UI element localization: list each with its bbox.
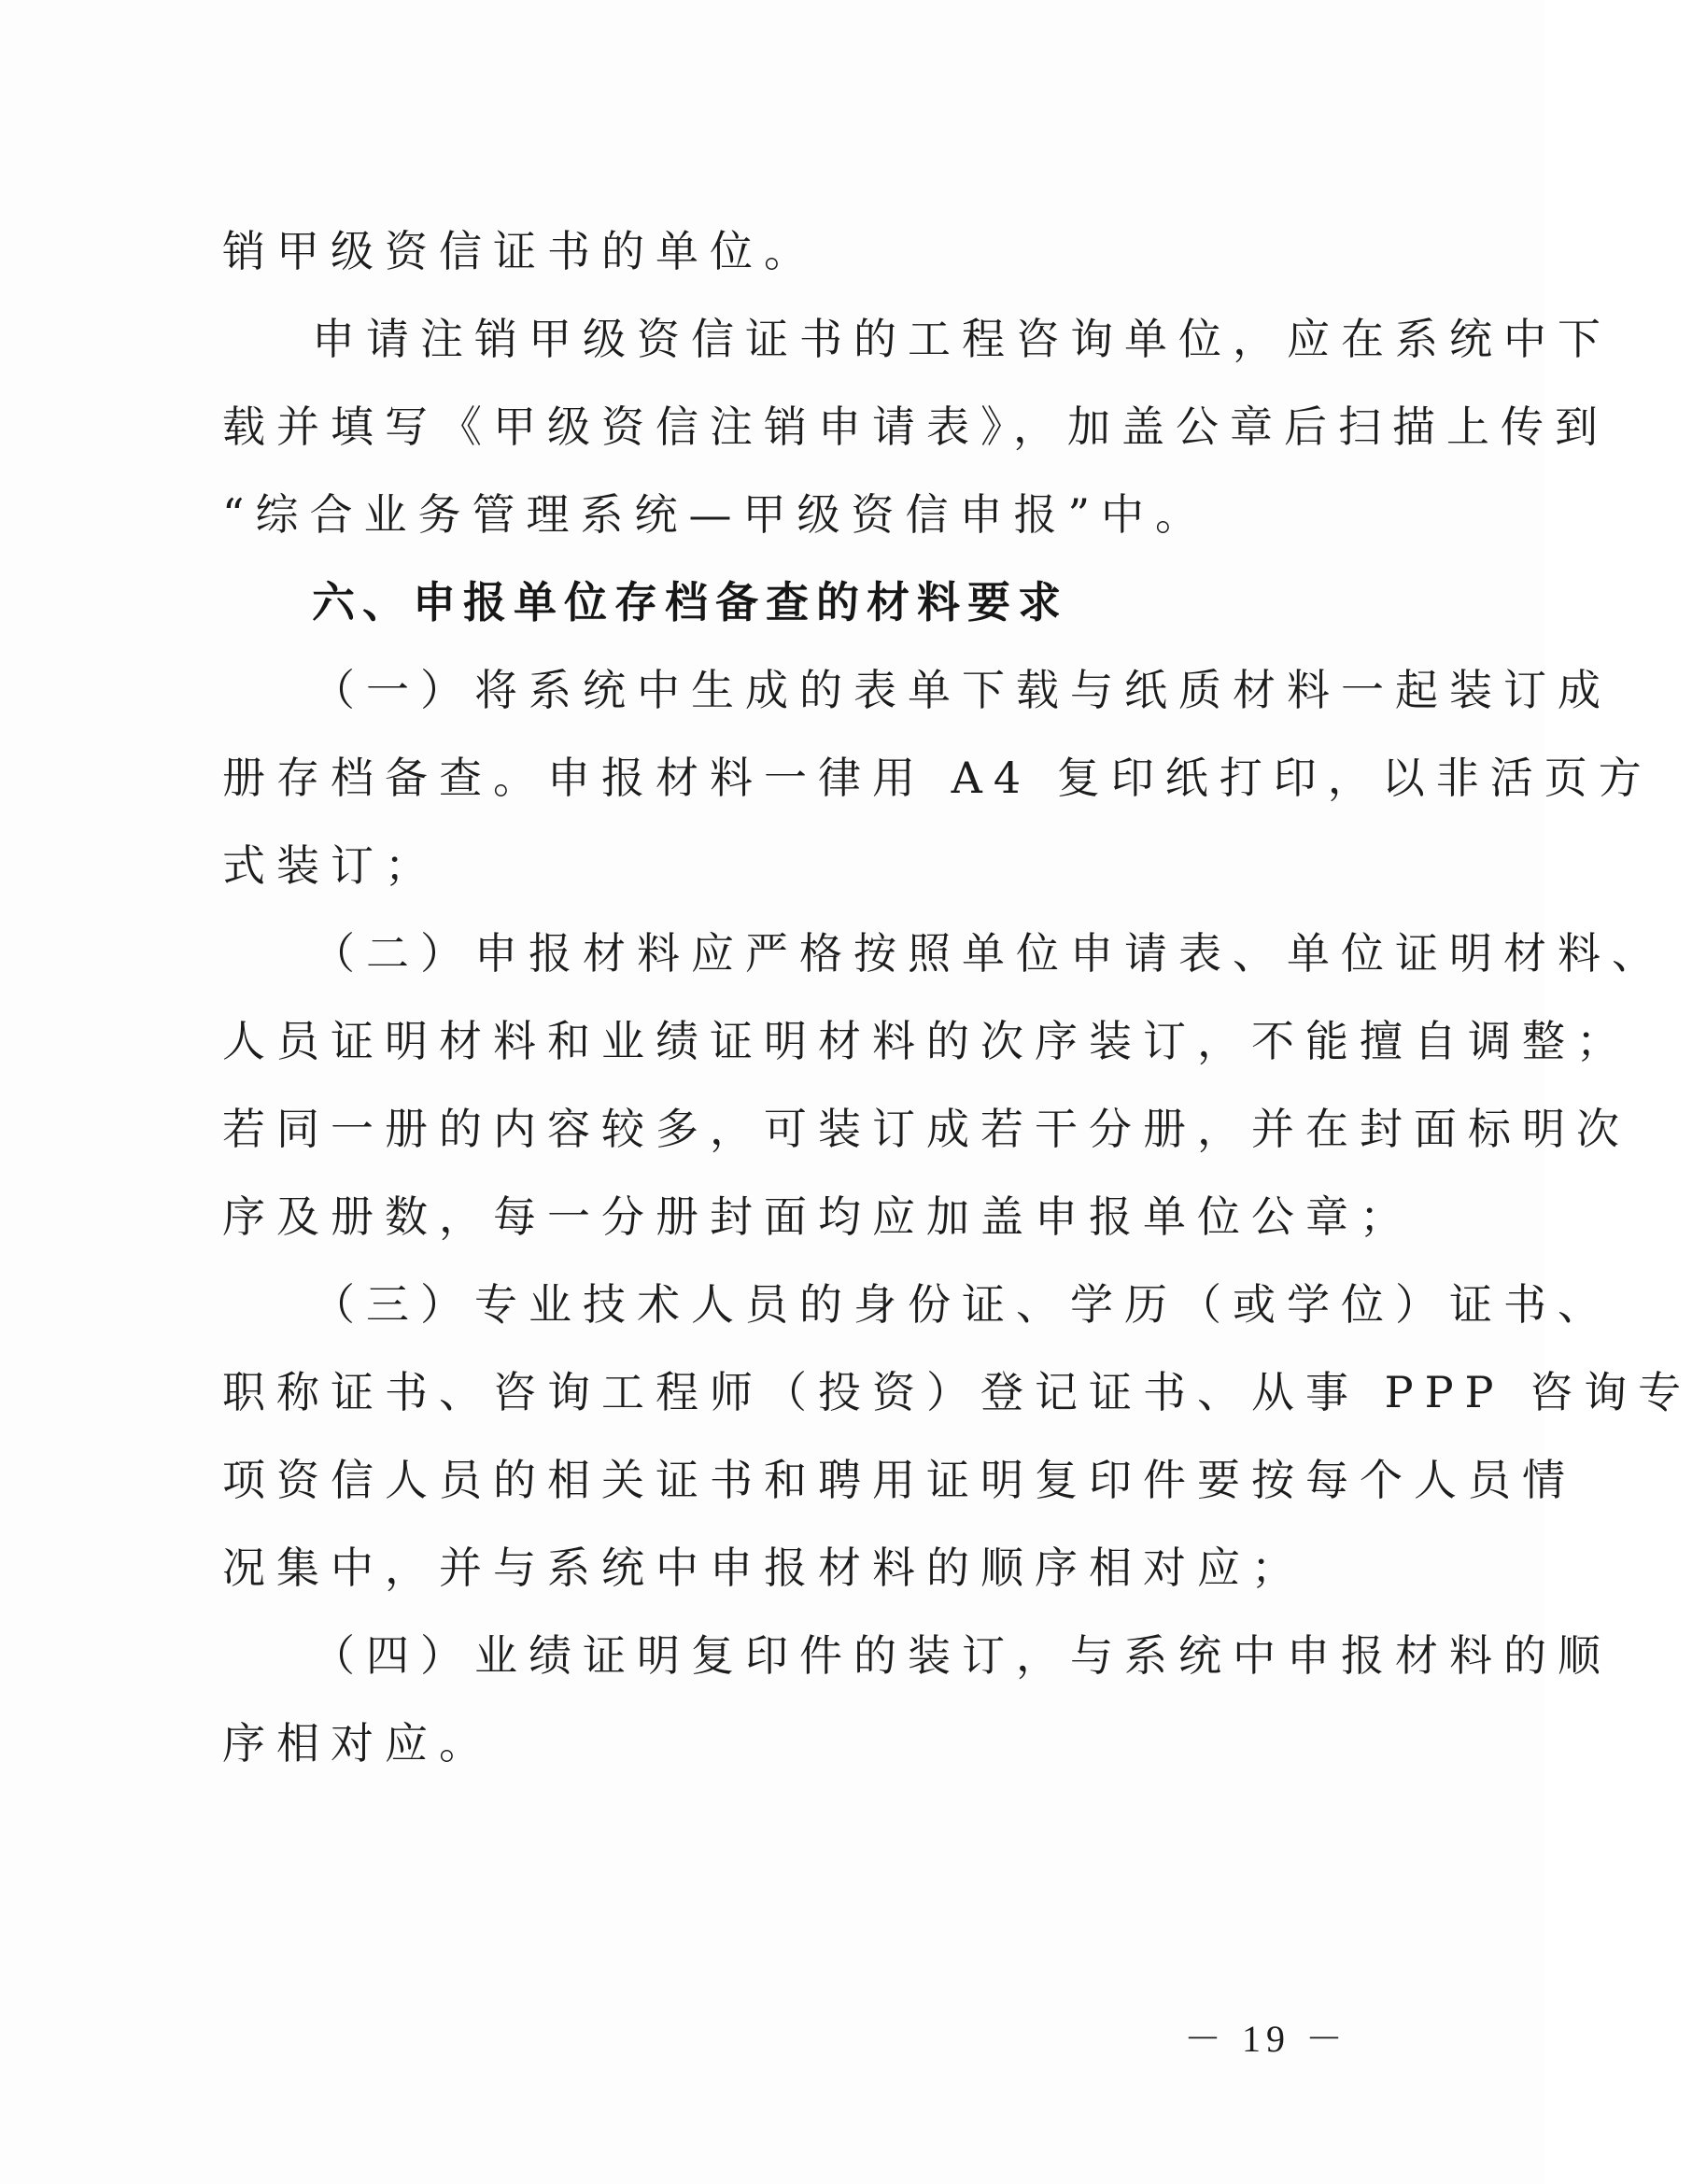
paragraph-line: 式装订； — [222, 840, 439, 891]
paragraph-line: 人员证明材料和业绩证明材料的次序装订，不能擅自调整； — [222, 1016, 1630, 1066]
paragraph-line: 销甲级资信证书的单位。 — [222, 226, 818, 276]
paragraph-line: 序相对应。 — [222, 1718, 493, 1768]
paragraph-line: 册存档备查。申报材料一律用 A4 复印纸打印，以非活页方 — [222, 753, 1653, 803]
document-body — [222, 207, 1692, 1787]
paragraph-line: “综合业务管理系统—甲级资信申报”中。 — [222, 489, 1210, 540]
paragraph-line: （二）申报材料应严格按照单位申请表、单位证明材料、 — [312, 928, 1666, 979]
paragraph-line: （三）专业技术人员的身份证、学历（或学位）证书、 — [312, 1279, 1612, 1330]
paragraph-line: 职称证书、咨询工程师（投资）登记证书、从事 PPP 咨询专 — [222, 1367, 1692, 1417]
paragraph-line: 申请注销甲级资信证书的工程咨询单位，应在系统中下 — [312, 314, 1612, 364]
paragraph-line: 项资信人员的相关证书和聘用证明复印件要按每个人员情 — [222, 1455, 1576, 1505]
paragraph-line: 载并填写《甲级资信注销申请表》，加盖公章后扫描上传到 — [222, 402, 1609, 452]
paragraph-line: （一）将系统中生成的表单下载与纸质材料一起装订成 — [312, 665, 1612, 715]
paragraph-line: 序及册数，每一分册封面均应加盖申报单位公章； — [222, 1191, 1414, 1242]
paragraph-line: 若同一册的内容较多，可装订成若干分册，并在封面标明次 — [222, 1104, 1630, 1154]
paragraph-line: （四）业绩证明复印件的装订，与系统中申报材料的顺 — [312, 1630, 1612, 1681]
page-number: － 19 － — [1184, 2018, 1348, 2060]
paragraph-line: 况集中，并与系统中申报材料的顺序相对应； — [222, 1543, 1305, 1593]
section-heading: 六、申报单位存档备查的材料要求 — [312, 577, 1068, 627]
